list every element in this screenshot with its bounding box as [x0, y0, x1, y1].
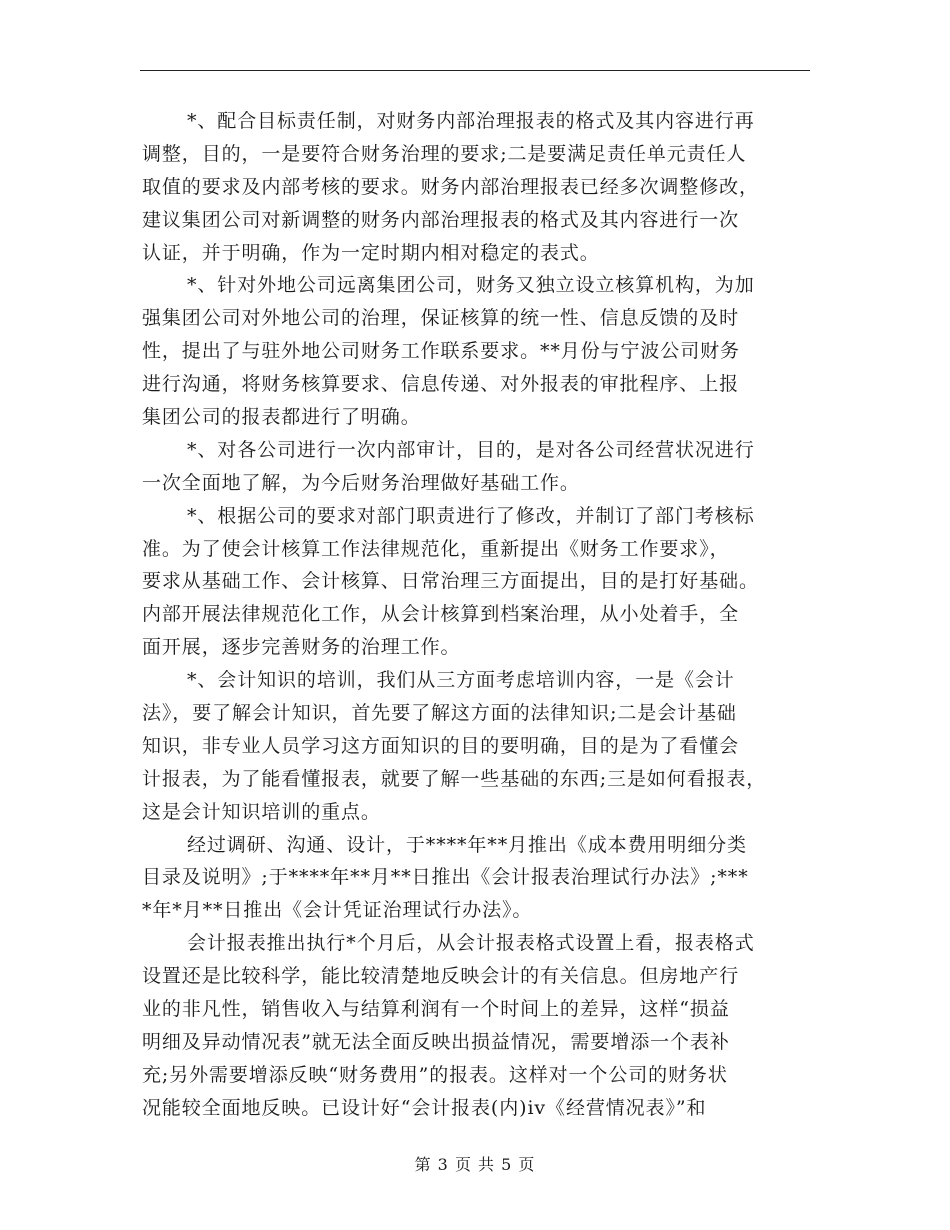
text-line: 进行沟通，将财务核算要求、信息传递、对外报表的审批程序、上报: [142, 373, 740, 396]
document-body: [142, 105, 810, 1125]
text-line: 知识，非专业人员学习这方面知识的目的要明确，目的是为了看懂会: [142, 734, 740, 757]
text-line: 准。为了使会计核算工作法律规范化，重新提出《财务工作要求》，: [142, 537, 730, 560]
text-line: 建议集团公司对新调整的财务内部治理报表的格式及其内容进行一次: [142, 208, 740, 231]
text-line: 况能较全面地反映。已设计好“会计报表(内)iv《经营情况表》”和: [142, 1096, 707, 1119]
text-line: 认证，并于明确，作为一定时期内相对稳定的表式。: [142, 241, 600, 264]
text-line: 面开展，逐步完善财务的治理工作。: [142, 636, 461, 659]
text-line: 这是会计知识培训的重点。: [142, 800, 381, 823]
text-line: 经过调研、沟通、设计，于****年**月推出《成本费用明细分类: [187, 833, 747, 856]
text-line: 目录及说明》;于****年**月**日推出《会计报表治理试行办法》;***: [142, 866, 749, 889]
text-line: *、根据公司的要求对部门职责进行了修改，并制订了部门考核标: [187, 504, 755, 527]
text-line: 设置还是比较科学，能比较清楚地反映会计的有关信息。但房地产行: [142, 965, 740, 988]
text-line: 强集团公司对外地公司的治理，保证核算的统一性、信息反馈的及时: [142, 307, 740, 330]
text-line: 取值的要求及内部考核的要求。财务内部治理报表已经多次调整修改，: [142, 175, 759, 198]
text-line: *年*月**日推出《会计凭证治理试行办法》。: [142, 899, 533, 922]
text-line: 内部开展法律规范化工作，从会计核算到档案治理，从小处着手，全: [142, 603, 740, 626]
text-line: 充;另外需要增添反映“财务费用”的报表。这样对一个公司的财务状: [142, 1063, 728, 1086]
text-line: *、会计知识的培训，我们从三方面考虑培训内容，一是《会计: [187, 669, 735, 692]
text-line: 集团公司的报表都进行了明确。: [142, 406, 421, 429]
header-rule: [140, 70, 810, 71]
text-line: 调整，目的，一是要符合财务治理的要求;二是要满足责任单元责任人: [142, 142, 747, 165]
page-footer: 第 3 页 共 5 页: [414, 1155, 536, 1174]
text-line: 要求从基础工作、会计核算、日常治理三方面提出，目的是打好基础。: [142, 570, 759, 593]
text-line: *、配合目标责任制，对财务内部治理报表的格式及其内容进行再: [187, 110, 755, 132]
text-line: 一次全面地了解，为今后财务治理做好基础工作。: [142, 471, 580, 494]
text-line: *、针对外地公司远离集团公司，财务又独立设立核算机构，为加: [187, 274, 755, 297]
text-line: 业的非凡性，销售收入与结算利润有一个时间上的差异，这样“损益: [142, 998, 730, 1021]
text-line: 法》，要了解会计知识，首先要了解这方面的法律知识;二是会计基础: [142, 702, 737, 725]
text-line: 明细及异动情况表”就无法全面反映出损益情况，需要增添一个表补: [142, 1030, 730, 1053]
text-line: 计报表，为了能看懂报表，就要了解一些基础的东西;三是如何看报表，: [142, 767, 767, 790]
text-line: 会计报表推出执行*个月后，从会计报表格式设置上看，报表格式: [187, 932, 755, 955]
text-line: 性，提出了与驻外地公司财务工作联系要求。**月份与宁波公司财务: [142, 340, 740, 363]
text-line: *、对各公司进行一次内部审计，目的，是对各公司经营状况进行: [187, 438, 755, 461]
